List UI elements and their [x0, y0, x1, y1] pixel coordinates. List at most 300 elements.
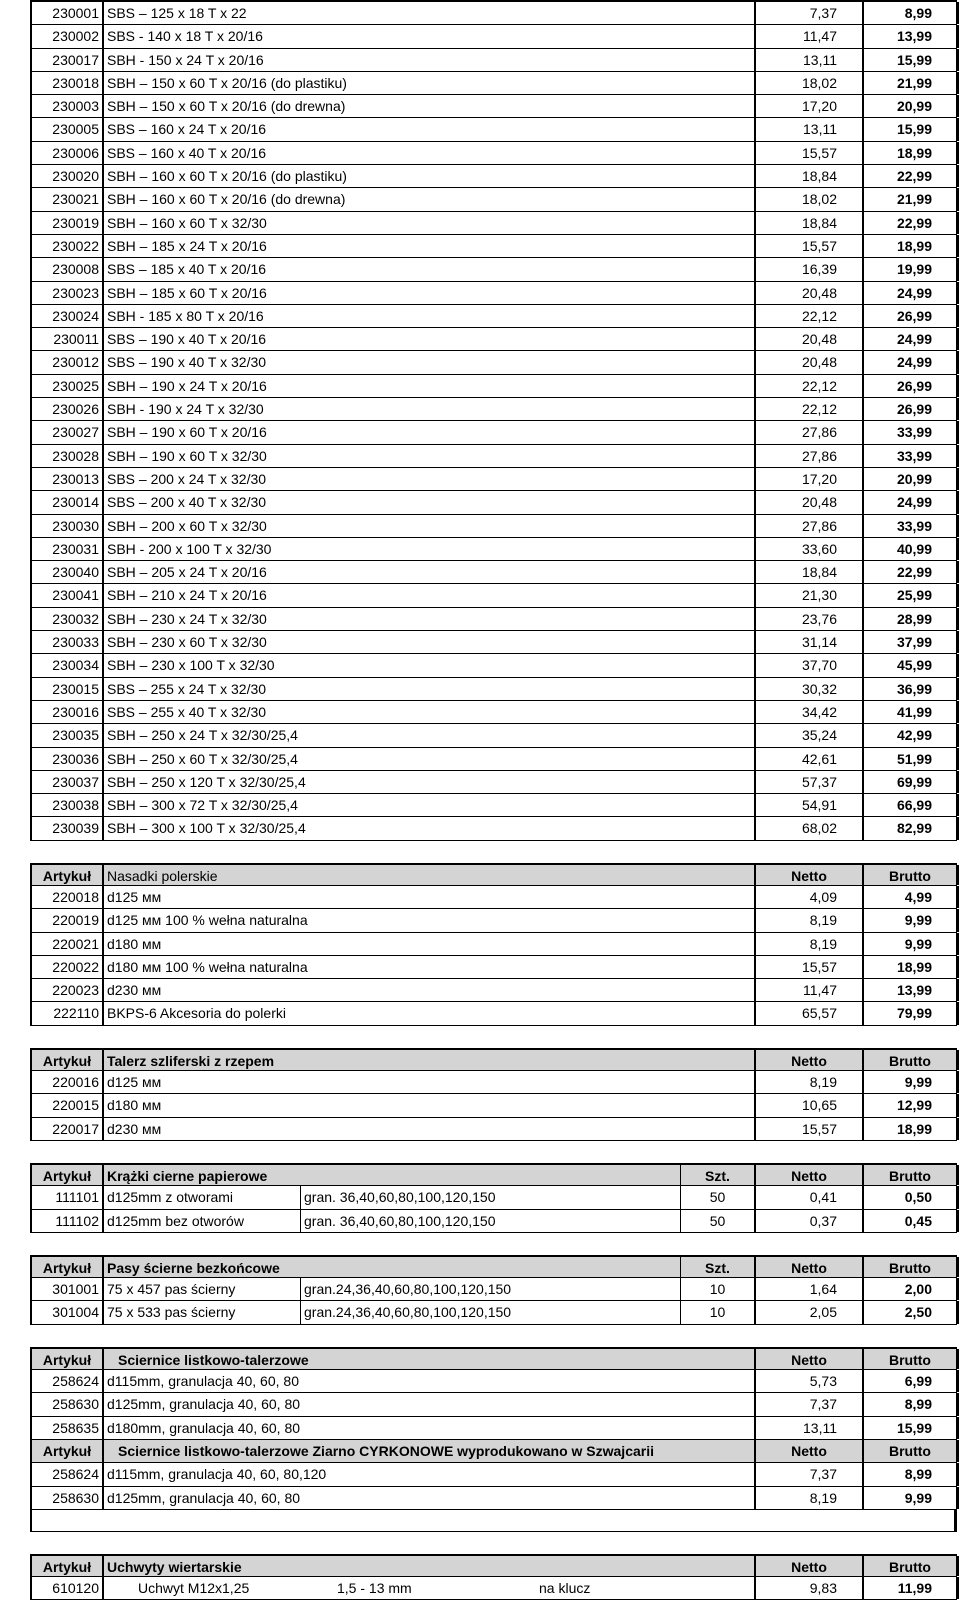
item-brutto: 15,99 — [862, 49, 959, 71]
item-netto: 20,48 — [754, 351, 862, 373]
table-row — [30, 95, 957, 118]
item-code: 258624 — [32, 1463, 104, 1485]
table-row — [30, 212, 957, 235]
item-netto: 15,57 — [754, 1118, 862, 1140]
table-row — [30, 515, 957, 538]
item-netto: 22,12 — [754, 375, 862, 397]
price-list-sheet — [30, 0, 957, 1600]
item-netto: 9,83 — [754, 1577, 862, 1599]
item-code: 111101 — [32, 1186, 104, 1208]
item-name: SBS – 160 x 40 T x 20/16 — [107, 144, 267, 161]
item-brutto: 42,99 — [862, 724, 959, 746]
item-code: 230015 — [32, 678, 104, 700]
item-netto: 68,02 — [754, 817, 862, 839]
item-brutto: 18,99 — [862, 142, 959, 164]
item-code: 230041 — [32, 584, 104, 606]
item-netto: 8,19 — [754, 933, 862, 955]
header-brutto: Brutto — [862, 865, 959, 885]
header-netto: Netto — [754, 1165, 862, 1185]
item-code: 230030 — [32, 515, 104, 537]
table-row — [30, 817, 957, 840]
item-netto: 35,24 — [754, 724, 862, 746]
table-row — [30, 165, 957, 188]
item-netto: 42,61 — [754, 748, 862, 770]
item-netto: 8,19 — [754, 909, 862, 931]
item-name: d180 мм 100 % wełna naturalna — [107, 958, 308, 975]
table-row — [30, 724, 957, 747]
item-brutto: 2,00 — [862, 1278, 959, 1300]
item-name: SBH – 210 x 24 T x 20/16 — [107, 587, 267, 604]
item-name: SBH – 300 x 100 T x 32/30/25,4 — [107, 820, 306, 837]
item-brutto: 13,99 — [862, 979, 959, 1001]
item-brutto: 9,99 — [862, 1071, 959, 1093]
item-quantity: 50 — [680, 1210, 754, 1232]
item-name: SBS – 190 x 40 T x 32/30 — [107, 354, 267, 371]
table-row — [30, 188, 957, 211]
header-brutto: Brutto — [862, 1440, 959, 1462]
item-code: 230039 — [32, 817, 104, 839]
item-code: 230001 — [32, 2, 104, 24]
section-header — [30, 1048, 957, 1071]
item-netto: 8,19 — [754, 1071, 862, 1093]
item-netto: 21,30 — [754, 584, 862, 606]
item-brutto: 8,99 — [862, 1463, 959, 1485]
item-netto: 34,42 — [754, 701, 862, 723]
item-type: na klucz — [539, 1580, 591, 1597]
item-code: 230006 — [32, 142, 104, 164]
item-netto: 30,32 — [754, 678, 862, 700]
table-row — [30, 118, 957, 141]
item-name: SBH – 150 x 60 T x 20/16 (do drewna) — [107, 98, 346, 115]
item-name: SBH – 300 x 72 T x 32/30/25,4 — [107, 797, 298, 814]
section-header — [30, 1554, 957, 1577]
item-name: SBH – 230 x 60 T x 32/30 — [107, 634, 267, 651]
item-name: SBS – 160 x 24 T x 20/16 — [107, 121, 267, 138]
item-code: 610120 — [32, 1577, 104, 1599]
header-szt: Szt. — [680, 1165, 754, 1185]
item-name: SBH – 205 x 24 T x 20/16 — [107, 564, 267, 581]
item-name: SBH – 190 x 60 T x 32/30 — [107, 447, 267, 464]
item-code: 230033 — [32, 631, 104, 653]
item-netto: 2,05 — [754, 1301, 862, 1323]
table-row — [30, 1278, 957, 1301]
item-code: 220017 — [32, 1118, 104, 1140]
table-row — [30, 25, 957, 48]
item-netto: 18,02 — [754, 72, 862, 94]
item-code: 230008 — [32, 258, 104, 280]
item-brutto: 41,99 — [862, 701, 959, 723]
item-code: 220019 — [32, 909, 104, 931]
table-row — [30, 584, 957, 607]
table-row — [30, 1002, 957, 1025]
item-netto: 17,20 — [754, 468, 862, 490]
item-netto: 57,37 — [754, 771, 862, 793]
item-name: d125mm, granulacja 40, 60, 80 — [107, 1396, 301, 1413]
item-netto: 0,37 — [754, 1210, 862, 1232]
table-row — [30, 794, 957, 817]
item-name: SBH – 160 x 60 T x 32/30 — [107, 214, 267, 231]
item-brutto: 2,50 — [862, 1301, 959, 1323]
item-code: 230040 — [32, 561, 104, 583]
item-granulation: gran.24,36,40,60,80,100,120,150 — [300, 1301, 680, 1323]
item-code: 222110 — [32, 1002, 104, 1024]
item-brutto: 15,99 — [862, 118, 959, 140]
item-brutto: 25,99 — [862, 584, 959, 606]
item-name: d125mm, granulacja 40, 60, 80 — [107, 1489, 301, 1506]
item-name: SBS – 255 x 40 T x 32/30 — [107, 703, 267, 720]
item-brutto: 51,99 — [862, 748, 959, 770]
sanding-belts-section — [30, 1255, 957, 1325]
item-brutto: 33,99 — [862, 445, 959, 467]
item-code: 230002 — [32, 25, 104, 47]
section-title: Krążki cierne papierowe — [107, 1167, 268, 1184]
item-netto: 15,57 — [754, 956, 862, 978]
table-row — [30, 1094, 957, 1117]
item-quantity: 10 — [680, 1301, 754, 1323]
item-brutto: 22,99 — [862, 212, 959, 234]
item-name: d125 мм 100 % wełna naturalna — [107, 912, 308, 929]
item-netto: 20,48 — [754, 491, 862, 513]
item-brutto: 6,99 — [862, 1370, 959, 1392]
item-brutto: 37,99 — [862, 631, 959, 653]
item-brutto: 33,99 — [862, 515, 959, 537]
item-brutto: 66,99 — [862, 794, 959, 816]
table-row — [30, 701, 957, 724]
header-artykul: Artykuł — [32, 1556, 104, 1576]
table-row — [30, 1071, 957, 1094]
item-netto: 8,19 — [754, 1487, 862, 1509]
item-netto: 18,84 — [754, 165, 862, 187]
table-row — [30, 445, 957, 468]
item-code: 230005 — [32, 118, 104, 140]
header-brutto: Brutto — [862, 1349, 959, 1369]
table-row — [30, 909, 957, 932]
item-brutto: 13,99 — [862, 25, 959, 47]
header-netto: Netto — [754, 1556, 862, 1576]
item-name: BKPS-6 Akcesoria do polerki — [107, 1005, 286, 1022]
item-brutto: 8,99 — [862, 1393, 959, 1415]
item-netto: 0,41 — [754, 1186, 862, 1208]
table-row — [30, 375, 957, 398]
item-code: 230018 — [32, 72, 104, 94]
item-code: 220015 — [32, 1094, 104, 1116]
item-name: Uchwyt M12x1,25 — [138, 1580, 250, 1597]
item-netto: 18,02 — [754, 188, 862, 210]
item-name: SBH - 190 x 24 T x 32/30 — [107, 401, 264, 418]
item-netto: 27,86 — [754, 445, 862, 467]
section-title: Uchwyty wiertarskie — [107, 1558, 242, 1575]
table-row — [30, 1577, 957, 1600]
item-name: SBH – 190 x 60 T x 20/16 — [107, 424, 267, 441]
item-code: 220018 — [32, 886, 104, 908]
table-row — [30, 1210, 957, 1233]
item-name: SBH – 150 x 60 T x 20/16 (do plastiku) — [107, 74, 347, 91]
item-quantity: 50 — [680, 1186, 754, 1208]
item-name: 75 x 457 pas ścierny — [107, 1281, 236, 1298]
item-netto: 15,57 — [754, 142, 862, 164]
item-name: d180 мм — [107, 1097, 162, 1114]
header-netto: Netto — [754, 865, 862, 885]
saw-blade-table — [30, 0, 957, 841]
item-brutto: 11,99 — [862, 1577, 959, 1599]
table-row — [30, 678, 957, 701]
item-netto: 27,86 — [754, 421, 862, 443]
sanding-discs-section — [30, 1163, 957, 1233]
item-brutto: 22,99 — [862, 165, 959, 187]
item-brutto: 69,99 — [862, 771, 959, 793]
item-name: SBS - 140 x 18 T x 20/16 — [107, 28, 263, 45]
item-netto: 15,57 — [754, 235, 862, 257]
table-row — [30, 1393, 957, 1416]
item-code: 230003 — [32, 95, 104, 117]
table-row — [30, 1417, 957, 1440]
item-name: SBS – 125 x 18 T x 22 — [107, 5, 247, 21]
item-netto: 31,14 — [754, 631, 862, 653]
item-code: 220016 — [32, 1071, 104, 1093]
item-brutto: 22,99 — [862, 561, 959, 583]
table-row — [30, 1463, 957, 1486]
item-brutto: 0,50 — [862, 1186, 959, 1208]
item-netto: 13,11 — [754, 1417, 862, 1439]
item-netto: 33,60 — [754, 538, 862, 560]
item-netto: 13,11 — [754, 118, 862, 140]
item-code: 258624 — [32, 1370, 104, 1392]
item-netto: 37,70 — [754, 654, 862, 676]
item-code: 230012 — [32, 351, 104, 373]
item-brutto: 33,99 — [862, 421, 959, 443]
item-netto: 4,09 — [754, 886, 862, 908]
header-artykul: Artykuł — [32, 1050, 104, 1070]
item-name: d230 мм — [107, 1120, 162, 1137]
table-row — [30, 538, 957, 561]
header-brutto: Brutto — [862, 1165, 959, 1185]
item-netto: 7,37 — [754, 2, 862, 24]
section-header — [30, 1347, 957, 1370]
item-code: 230020 — [32, 165, 104, 187]
table-row — [30, 491, 957, 514]
header-brutto: Brutto — [862, 1050, 959, 1070]
item-code: 230011 — [32, 328, 104, 350]
item-code: 230014 — [32, 491, 104, 513]
table-row — [30, 1487, 957, 1510]
item-brutto: 9,99 — [862, 909, 959, 931]
item-name: SBH – 185 x 24 T x 20/16 — [107, 237, 267, 254]
header-netto: Netto — [754, 1440, 862, 1462]
table-row — [30, 235, 957, 258]
item-code: 230032 — [32, 608, 104, 630]
item-name: 75 x 533 pas ścierny — [107, 1304, 236, 1321]
item-code: 230017 — [32, 49, 104, 71]
item-granulation: gran.24,36,40,60,80,100,120,150 — [300, 1278, 680, 1300]
item-netto: 16,39 — [754, 258, 862, 280]
item-code: 258635 — [32, 1417, 104, 1439]
item-netto: 10,65 — [754, 1094, 862, 1116]
item-name: SBH - 200 x 100 T x 32/30 — [107, 540, 272, 557]
item-name: SBH – 250 x 120 T x 32/30/25,4 — [107, 773, 306, 790]
item-name: SBH – 190 x 24 T x 20/16 — [107, 377, 267, 394]
item-code: 230023 — [32, 282, 104, 304]
item-netto: 20,48 — [754, 282, 862, 304]
item-code: 230028 — [32, 445, 104, 467]
item-brutto: 21,99 — [862, 72, 959, 94]
item-code: 230021 — [32, 188, 104, 210]
item-granulation: gran. 36,40,60,80,100,120,150 — [300, 1210, 680, 1232]
item-code: 258630 — [32, 1487, 104, 1509]
table-row — [30, 748, 957, 771]
item-code: 230031 — [32, 538, 104, 560]
header-artykul: Artykuł — [32, 1257, 104, 1277]
item-brutto: 82,99 — [862, 817, 959, 839]
item-brutto: 36,99 — [862, 678, 959, 700]
item-code: 220023 — [32, 979, 104, 1001]
item-name: SBH - 150 x 24 T x 20/16 — [107, 51, 264, 68]
table-row — [30, 282, 957, 305]
table-row — [30, 421, 957, 444]
section-header — [30, 1255, 957, 1278]
item-code: 230035 — [32, 724, 104, 746]
item-netto: 7,37 — [754, 1393, 862, 1415]
header-netto: Netto — [754, 1349, 862, 1369]
item-netto: 13,11 — [754, 49, 862, 71]
item-code: 230026 — [32, 398, 104, 420]
item-name: SBH – 160 x 60 T x 20/16 (do plastiku) — [107, 168, 347, 185]
item-name: d125 мм — [107, 1074, 162, 1091]
item-brutto: 8,99 — [862, 2, 959, 24]
item-brutto: 24,99 — [862, 328, 959, 350]
item-name: SBH – 185 x 60 T x 20/16 — [107, 284, 267, 301]
table-row — [30, 886, 957, 909]
table-row — [30, 351, 957, 374]
polishing-pads-section — [30, 863, 957, 1026]
table-row — [30, 933, 957, 956]
item-name: SBH – 230 x 100 T x 32/30 — [107, 657, 275, 674]
item-code: 111102 — [32, 1210, 104, 1232]
item-netto: 7,37 — [754, 1463, 862, 1485]
item-code: 258630 — [32, 1393, 104, 1415]
item-name: d125 мм — [107, 888, 162, 905]
item-code: 301001 — [32, 1278, 104, 1300]
item-code: 230025 — [32, 375, 104, 397]
item-range: 1,5 - 13 mm — [337, 1580, 412, 1597]
section-header — [30, 863, 957, 886]
item-name: d230 мм — [107, 982, 162, 999]
item-name: d115mm, granulacja 40, 60, 80,120 — [107, 1466, 327, 1483]
item-netto: 22,12 — [754, 398, 862, 420]
section-title: Sciernice listkowo-talerzowe Ziarno CYRKONOWE wyprodukowano w Szwajcarii — [118, 1442, 654, 1459]
item-netto: 1,64 — [754, 1278, 862, 1300]
item-netto: 18,84 — [754, 561, 862, 583]
item-name: SBH – 160 x 60 T x 20/16 (do drewna) — [107, 191, 346, 208]
table-row — [30, 654, 957, 677]
item-brutto: 12,99 — [862, 1094, 959, 1116]
table-row — [30, 2, 957, 25]
item-name: SBH - 185 x 80 T x 20/16 — [107, 307, 264, 324]
header-artykul: Artykuł — [32, 865, 104, 885]
item-name: d125mm bez otworów — [107, 1212, 244, 1229]
item-code: 230027 — [32, 421, 104, 443]
table-row — [30, 631, 957, 654]
item-code: 230037 — [32, 771, 104, 793]
header-brutto: Brutto — [862, 1257, 959, 1277]
item-brutto: 18,99 — [862, 1118, 959, 1140]
item-brutto: 26,99 — [862, 305, 959, 327]
item-brutto: 40,99 — [862, 538, 959, 560]
flap-discs-section — [30, 1347, 957, 1532]
item-netto: 65,57 — [754, 1002, 862, 1024]
item-brutto: 18,99 — [862, 235, 959, 257]
item-brutto: 28,99 — [862, 608, 959, 630]
table-row — [30, 258, 957, 281]
item-brutto: 45,99 — [862, 654, 959, 676]
item-netto: 11,47 — [754, 979, 862, 1001]
table-row — [30, 1186, 957, 1209]
header-artykul: Artykuł — [32, 1440, 104, 1462]
item-name: SBS – 200 x 24 T x 32/30 — [107, 470, 267, 487]
item-netto: 22,12 — [754, 305, 862, 327]
header-artykul: Artykuł — [32, 1165, 104, 1185]
item-brutto: 15,99 — [862, 1417, 959, 1439]
table-row — [30, 72, 957, 95]
item-netto: 11,47 — [754, 25, 862, 47]
table-row — [30, 1118, 957, 1141]
item-netto: 23,76 — [754, 608, 862, 630]
item-brutto: 0,45 — [862, 1210, 959, 1232]
table-row — [30, 49, 957, 72]
header-brutto: Brutto — [862, 1556, 959, 1576]
table-row — [30, 142, 957, 165]
item-name: d180mm, granulacja 40, 60, 80 — [107, 1419, 301, 1436]
item-code: 220021 — [32, 933, 104, 955]
section-header — [30, 1440, 957, 1463]
section-title: Talerz szliferski z rzepem — [107, 1052, 275, 1069]
item-quantity: 10 — [680, 1278, 754, 1300]
item-netto: 20,48 — [754, 328, 862, 350]
section-title: Sciernice listkowo-talerzowe — [118, 1351, 309, 1368]
item-netto: 18,84 — [754, 212, 862, 234]
item-code: 230022 — [32, 235, 104, 257]
header-artykul: Artykuł — [32, 1349, 104, 1369]
item-netto: 54,91 — [754, 794, 862, 816]
item-name: SBH – 230 x 24 T x 32/30 — [107, 610, 267, 627]
item-name: SBS – 190 x 40 T x 20/16 — [107, 331, 267, 348]
item-code: 230038 — [32, 794, 104, 816]
item-brutto: 20,99 — [862, 468, 959, 490]
item-brutto: 26,99 — [862, 398, 959, 420]
item-brutto: 24,99 — [862, 491, 959, 513]
table-row — [30, 468, 957, 491]
item-code: 230036 — [32, 748, 104, 770]
table-row — [30, 771, 957, 794]
item-name: SBS – 200 x 40 T x 32/30 — [107, 494, 267, 511]
item-brutto: 4,99 — [862, 886, 959, 908]
table-row — [30, 1370, 957, 1393]
table-row — [30, 979, 957, 1002]
item-name: SBS – 185 x 40 T x 20/16 — [107, 261, 267, 278]
item-code: 301004 — [32, 1301, 104, 1323]
item-brutto: 26,99 — [862, 375, 959, 397]
table-row — [30, 1301, 957, 1324]
item-code: 220022 — [32, 956, 104, 978]
item-name: d125mm z otworami — [107, 1189, 234, 1206]
empty-row — [30, 1510, 957, 1532]
table-row — [30, 398, 957, 421]
item-brutto: 21,99 — [862, 188, 959, 210]
section-title: Nasadki polerskie — [107, 867, 218, 884]
header-netto: Netto — [754, 1050, 862, 1070]
item-code: 230016 — [32, 701, 104, 723]
item-code: 230034 — [32, 654, 104, 676]
item-code: 230019 — [32, 212, 104, 234]
